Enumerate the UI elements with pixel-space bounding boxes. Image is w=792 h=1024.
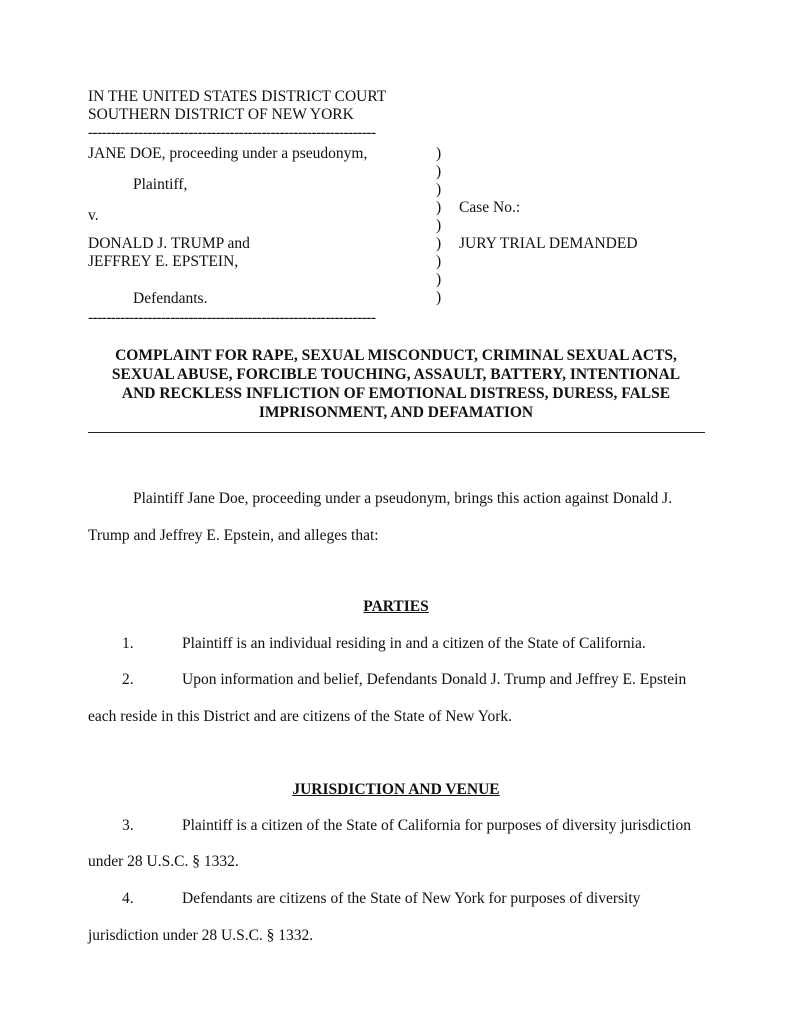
- jury-trial-demand: JURY TRIAL DEMANDED: [459, 235, 638, 252]
- court-name-line2: SOUTHERN DISTRICT OF NEW YORK: [88, 106, 354, 123]
- caption-paren: ): [436, 145, 442, 162]
- paragraph-3-number: 3.: [122, 817, 134, 834]
- paragraph-3-line2: under 28 U.S.C. § 1332.: [88, 853, 239, 870]
- complaint-title-line4: IMPRISONMENT, AND DEFAMATION: [258, 404, 534, 421]
- defendant-name-line1: DONALD J. TRUMP and: [88, 235, 250, 252]
- intro-line2: Trump and Jeffrey E. Epstein, and alleges that:: [88, 527, 379, 544]
- versus-label: v.: [88, 207, 99, 224]
- caption-paren: ): [436, 181, 442, 198]
- paragraph-4-number: 4.: [122, 890, 134, 907]
- complaint-title: [88, 346, 704, 422]
- caption-bottom-divider: ---------------------------------------------------------------: [88, 309, 376, 326]
- title-rule: [88, 432, 705, 433]
- paragraph-2-line1: Upon information and belief, Defendants Donald J. Trump and Jeffrey E. Epstein: [182, 671, 687, 688]
- caption-paren: ): [436, 163, 442, 180]
- caption-paren: ): [436, 235, 442, 252]
- jurisdiction-heading: JURISDICTION AND VENUE: [292, 781, 500, 798]
- paragraph-2-number: 2.: [122, 671, 134, 688]
- caption-paren: ): [436, 289, 442, 306]
- paragraph-2-line2: each reside in this District and are citizens of the State of New York.: [88, 708, 512, 725]
- complaint-title-line1: COMPLAINT FOR RAPE, SEXUAL MISCONDUCT, CRIMINAL SEXUAL ACTS,: [115, 347, 677, 364]
- caption-paren: ): [436, 217, 442, 234]
- defendant-role: Defendants.: [133, 290, 208, 307]
- paragraph-1-number: 1.: [122, 635, 134, 652]
- complaint-title-line2: SEXUAL ABUSE, FORCIBLE TOUCHING, ASSAULT, BATTERY, INTENTIONAL: [111, 366, 681, 383]
- caption-paren: ): [436, 253, 442, 270]
- defendant-name-line2: JEFFREY E. EPSTEIN,: [88, 253, 239, 270]
- paragraph-4-line2: jurisdiction under 28 U.S.C. § 1332.: [88, 927, 314, 944]
- plaintiff-name: JANE DOE, proceeding under a pseudonym,: [88, 145, 368, 162]
- intro-line1: Plaintiff Jane Doe, proceeding under a pseudonym, brings this action against Donald J.: [133, 490, 673, 507]
- complaint-title-line3: AND RECKLESS INFLICTION OF EMOTIONAL DISTRESS, DURESS, FALSE: [121, 385, 671, 402]
- paragraph-4-line1: Defendants are citizens of the State of New York for purposes of diversity: [182, 890, 641, 907]
- caption-top-divider: ---------------------------------------------------------------: [88, 124, 376, 141]
- caption-paren: ): [436, 199, 442, 216]
- caption-paren: ): [436, 271, 442, 288]
- plaintiff-role: Plaintiff,: [133, 176, 188, 193]
- case-number-label: Case No.:: [459, 199, 521, 216]
- paragraph-3-line1: Plaintiff is a citizen of the State of California for purposes of diversity jurisdiction: [182, 817, 691, 834]
- paragraph-1-text: Plaintiff is an individual residing in and a citizen of the State of California.: [182, 635, 646, 652]
- parties-heading: PARTIES: [363, 598, 429, 615]
- court-name-line1: IN THE UNITED STATES DISTRICT COURT: [88, 88, 387, 105]
